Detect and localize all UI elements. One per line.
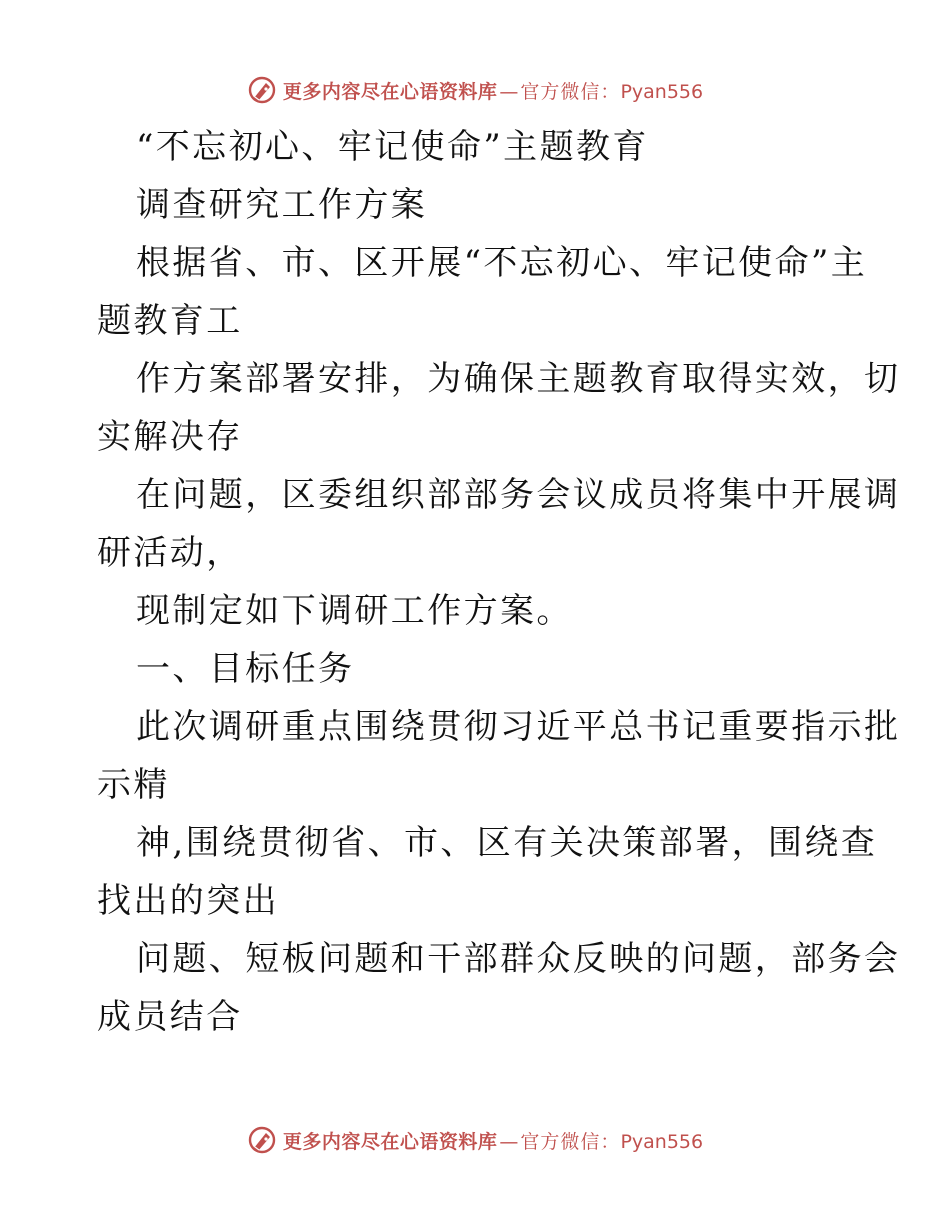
banner-wechat-label: 官方微信：	[520, 80, 621, 103]
doc-line: 研活动，	[97, 533, 243, 573]
doc-line: 在问题，区委组织部部务会议成员将集中开展调	[136, 475, 901, 515]
doc-line: 现制定如下调研工作方案。	[136, 591, 573, 631]
section-heading: 一、目标任务	[136, 649, 355, 689]
doc-line: 根据省、市、区开展“不忘初心、牢记使命”主	[136, 243, 868, 283]
banner-wechat-id: Pyan556	[620, 1130, 704, 1153]
banner-dash: —	[499, 1130, 519, 1153]
banner-site-name: 更多内容尽在心语资料库	[282, 1130, 498, 1153]
doc-line: 实解决存	[97, 417, 243, 457]
header-banner	[0, 70, 950, 110]
doc-line: 此次调研重点围绕贯彻习近平总书记重要指示批	[136, 707, 901, 747]
doc-title: “不忘初心、牢记使命”主题教育	[136, 127, 649, 167]
doc-line: 示精	[97, 765, 170, 805]
banner-text	[283, 1127, 703, 1154]
footer-banner	[0, 1120, 950, 1160]
doc-line: 成员结合	[97, 997, 243, 1037]
banner-wechat-id: Pyan556	[620, 80, 704, 103]
banner-wechat-label: 官方微信：	[520, 1130, 621, 1153]
doc-line: 问题、短板问题和干部群众反映的问题，部务会	[136, 939, 901, 979]
pen-nib-logo-icon	[247, 1125, 277, 1155]
banner-site-name: 更多内容尽在心语资料库	[282, 80, 498, 103]
doc-line: 题教育工	[97, 301, 243, 341]
doc-subtitle: 调查研究工作方案	[136, 185, 428, 225]
banner-text	[283, 77, 703, 104]
doc-line: 找出的突出	[97, 881, 279, 921]
pen-nib-logo-icon	[247, 75, 277, 105]
banner-dash: —	[499, 80, 519, 103]
doc-line: 作方案部署安排，为确保主题教育取得实效，切	[136, 359, 901, 399]
doc-line: 神,围绕贯彻省、市、区有关决策部署，围绕查	[136, 823, 878, 863]
